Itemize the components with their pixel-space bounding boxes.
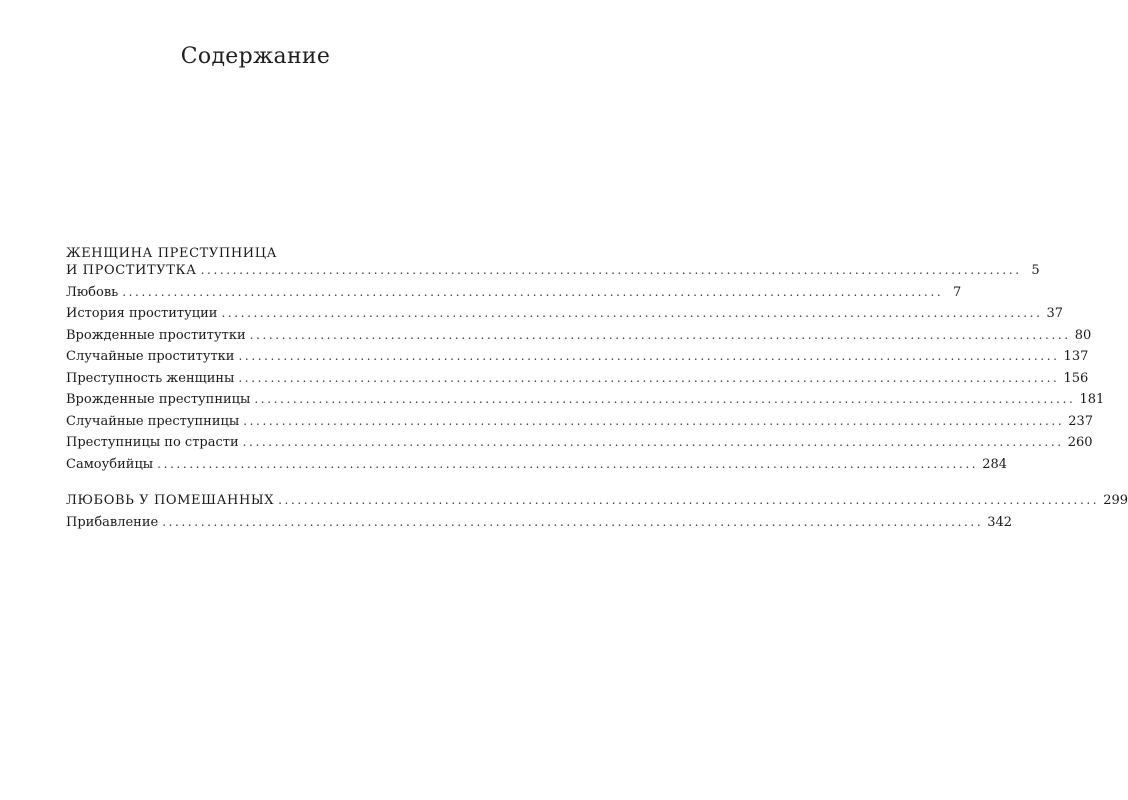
toc-entry bbox=[66, 349, 1089, 371]
toc-entry-label: Случайные проститутки bbox=[66, 349, 235, 364]
toc-page-number: 7 bbox=[953, 284, 962, 300]
toc-leader-dots: ................................................................................................................................ bbox=[238, 370, 1060, 385]
toc-entry bbox=[66, 327, 1092, 350]
toc-entry bbox=[66, 514, 1013, 537]
toc-page-number: 237 bbox=[1068, 413, 1094, 429]
toc-leader-dots: ................................................................................................................................ bbox=[249, 327, 1071, 342]
toc-entry-label: Врожденные преступницы bbox=[66, 392, 251, 407]
page-title: Содержание bbox=[180, 44, 331, 69]
toc-entry bbox=[66, 435, 1093, 457]
toc-leader-dots: ................................................................................................................................ bbox=[157, 456, 979, 471]
toc-page-number: 342 bbox=[987, 514, 1013, 530]
toc-entry-part-2 bbox=[66, 493, 1128, 515]
section-gap bbox=[66, 478, 441, 493]
toc-entry-label: Самоубийцы bbox=[66, 456, 154, 472]
toc-entry-label: Случайные преступницы bbox=[66, 413, 240, 429]
toc-entry-part-1 bbox=[66, 246, 1040, 285]
toc-entry bbox=[66, 413, 1094, 436]
toc-page-number: 137 bbox=[1063, 349, 1089, 364]
toc-entry-label: Врожденные проститутки bbox=[66, 327, 246, 343]
toc-entry bbox=[66, 370, 1089, 393]
table-of-contents bbox=[66, 246, 1128, 536]
toc-entry-label: История проституции bbox=[66, 306, 218, 321]
toc-leader-dots: ................................................................................................................................ bbox=[242, 435, 1064, 449]
toc-page-number: 284 bbox=[982, 456, 1008, 472]
toc-entry bbox=[66, 306, 1064, 328]
toc-page-number: 299 bbox=[1103, 493, 1128, 508]
toc-entry bbox=[66, 456, 1008, 479]
toc-leader-dots: ................................................................................................................................ bbox=[122, 284, 944, 299]
toc-leader-dots: ................................................................................................................................ bbox=[254, 392, 1076, 406]
toc-leader-dots: ................................................................................................................................ bbox=[162, 514, 984, 529]
toc-entry-label: Любовь bbox=[66, 284, 119, 300]
toc-part-title-line2: И ПРОСТИТУТКА bbox=[66, 263, 197, 278]
toc-entry bbox=[66, 284, 962, 307]
toc-page-number: 37 bbox=[1046, 306, 1064, 321]
toc-entry-label: Прибавление bbox=[66, 514, 159, 530]
toc-page-number: 181 bbox=[1079, 392, 1105, 407]
toc-page-number: 5 bbox=[1031, 263, 1040, 278]
toc-leader-dots: ................................................................................................................................ bbox=[278, 493, 1100, 507]
toc-entry-label: Преступницы по страсти bbox=[66, 435, 239, 450]
toc-entry-label: Преступность женщины bbox=[66, 370, 235, 386]
toc-part-title-line1: ЖЕНЩИНА ПРЕСТУПНИЦА bbox=[66, 246, 278, 261]
toc-entry bbox=[66, 392, 1105, 414]
toc-leader-dots: ................................................................................................................................ bbox=[238, 349, 1060, 363]
toc-part-title: ЛЮБОВЬ У ПОМЕШАННЫХ bbox=[66, 493, 275, 508]
toc-leader-dots: ................................................................................................................................ bbox=[221, 306, 1043, 320]
toc-leader-dots: ................................................................................................................................ bbox=[200, 263, 1022, 277]
toc-page-number: 80 bbox=[1074, 327, 1092, 343]
toc-page-number: 156 bbox=[1063, 370, 1089, 386]
toc-page-number: 260 bbox=[1067, 435, 1093, 450]
toc-leader-dots: ................................................................................................................................ bbox=[243, 413, 1065, 428]
